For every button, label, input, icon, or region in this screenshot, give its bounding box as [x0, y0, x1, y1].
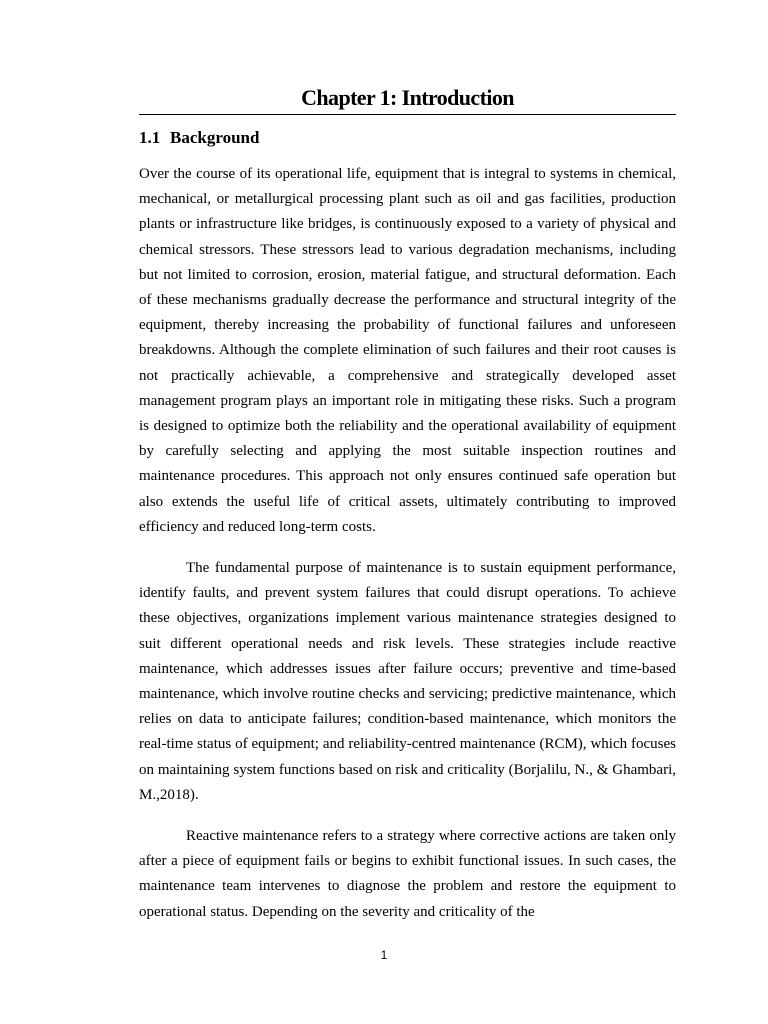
paragraph-maintenance-purpose: The fundamental purpose of maintenance is to sustain equipment performance, identify faults, and prevent system failures that could disrupt operations. To achieve these objectives, organizations implement various maintenance strategies designed to suit different operational needs and risk levels. These strategies include reactive maintenance, which addresses issues after failure occurs; preventive and time-based maintenance, which involve routine checks and servicing; predictive maintenance, which relies on data to anticipate failures; condition-based maintenance, which monitors the real-time status of equipment; and reliability-centred maintenance (RCM), which focuses on maintaining system functions based on risk and criticality (Borjalilu, N., & Ghambari, M.,2018). — [139, 560, 676, 803]
section-number: 1.1 — [139, 128, 161, 147]
section-title: Background — [170, 128, 260, 147]
paragraph-background: Over the course of its operational life, equipment that is integral to systems in chemical, mechanical, or metallurgical processing plant such as oil and gas facilities, production plants or infrastructure like bridges, is continuously exposed to a variety of physical and chemical stressors. These stressors lead to various degradation mechanisms, including but not limited to corrosion, erosion, material fatigue, and structural deformation. Each of these mechanisms gradually decrease the performance and structural integrity of the equipment, thereby increasing the probability of functional failures and unforeseen breakdowns. Although the complete elimination of such failures and their root causes is not practically achievable, a comprehensive and strategically developed asset management program plays an important role in mitigating these risks. Such a program is designed to optimize both the reliability and the operational availability of equipment by carefully selecting and applying the most suitable inspection routines and maintenance procedures. This approach not only ensures continued safe operation but also extends the useful life of critical assets, ultimately contributing to improved efficiency and reduced long-term costs. — [139, 166, 676, 535]
chapter-title: Chapter 1: Introduction — [139, 84, 676, 115]
page-number: 1 — [380, 948, 388, 962]
paragraph-reactive-maintenance: Reactive maintenance refers to a strategy where corrective actions are taken only after a piece of equipment fails or begins to exhibit functional issues. In such cases, the maintenance team intervenes to diagnose the problem and restore the equipment to operational status. Depending on the severity and criticality of the — [139, 828, 676, 920]
section-heading — [139, 126, 676, 150]
page-content — [139, 84, 676, 925]
